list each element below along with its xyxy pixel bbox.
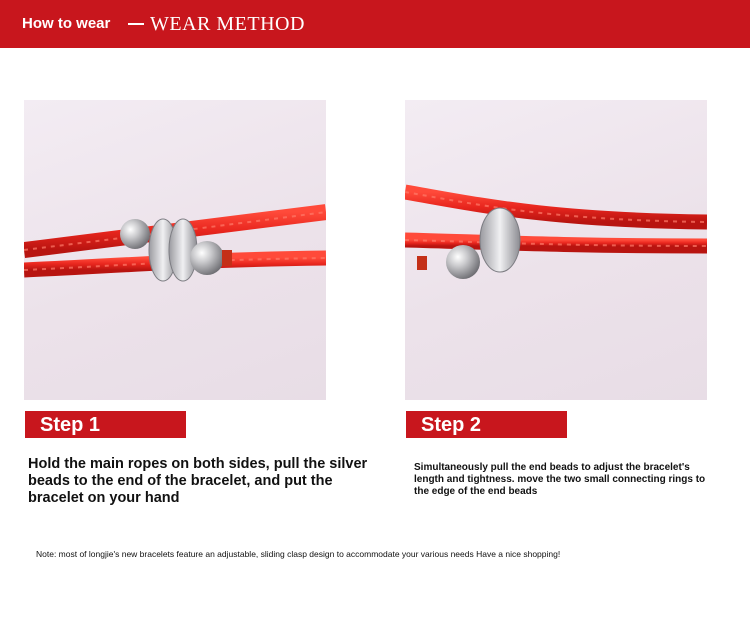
header-banner [0,0,750,48]
silver-bead-left [120,219,150,249]
connecting-ring [480,208,520,272]
end-bead [446,245,480,279]
step1-label: Step 1 [40,414,101,436]
step2-description: Simultaneously pull the end beads to adjust the bracelet's length and tightness. move the two small connecting rings to the edge of the end beads [414,462,706,497]
step1-banner [25,411,186,438]
step1-photo [24,100,326,400]
step2-banner [406,411,567,438]
header-subtitle: WEAR METHOD [150,13,305,35]
silver-bead-right [190,241,224,275]
step2-label: Step 2 [421,414,482,436]
header-title: How to wear [22,15,111,32]
step1-description: Hold the main ropes on both sides, pull the silver beads to the end of the bracelet, and put the bracelet on your hand [28,456,368,506]
step2-photo [405,100,707,400]
footer-note: Note: most of longjie's new bracelets feature an adjustable, sliding clasp design to accommodate your various needs Have a nice shopping! [36,549,561,559]
header-divider-dash [128,23,144,25]
